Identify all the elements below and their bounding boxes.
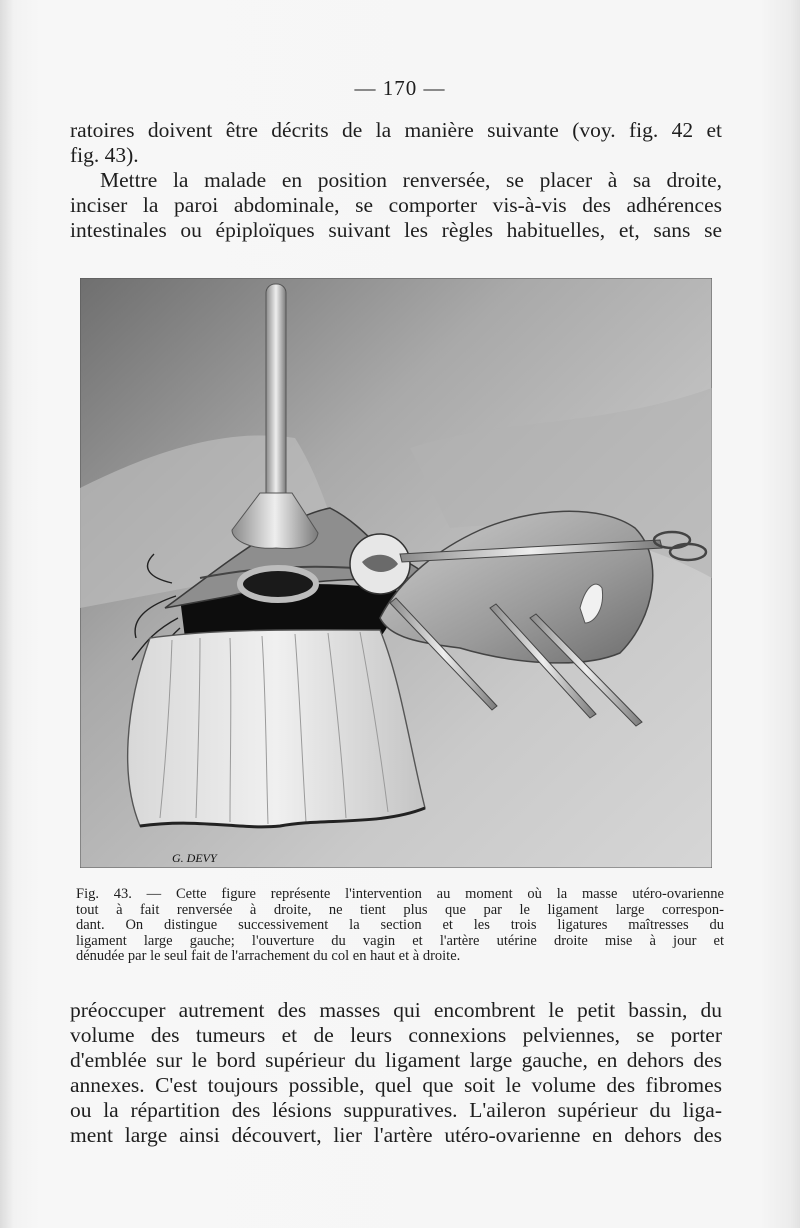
text-line: ou la répartition des lésions suppuratives. L'aileron supérieur du liga- [70, 1098, 722, 1122]
vaginal-opening [240, 568, 316, 600]
text-line: volume des tumeurs et de leurs connexions pelviennes, se porter [70, 1023, 722, 1047]
text-line: annexes. C'est toujours possible, quel que soit le volume des fibromes [70, 1073, 722, 1097]
surgical-illustration [80, 278, 712, 868]
text-line: fig. 43). [70, 143, 139, 167]
caption-line: ligament large gauche; l'ouverture du vagin et l'artère utérine droite mise à jour et [76, 933, 724, 949]
text-line: ratoires doivent être décrits de la manière suivante (voy. fig. 42 et [70, 118, 722, 142]
figure-caption [76, 887, 724, 965]
caption-line: dénudée par le seul fait de l'arrachement du col en haut et à droite. [76, 949, 461, 964]
text-line: Mettre la malade en position renversée, se placer à sa droite, [100, 168, 722, 192]
page-number: — 170 — [354, 76, 446, 100]
caption-line: tout à fait renversée à droite, ne tient plus que par le ligament large correspon- [76, 902, 724, 918]
bottom-paragraph [70, 998, 722, 1148]
text-line: d'emblée sur le bord supérieur du ligament large gauche, en dehors des [70, 1048, 722, 1072]
illustrator-signature: G. DEVY [172, 851, 217, 865]
text-line: préoccuper autrement des masses qui encombrent le petit bassin, du [70, 998, 722, 1022]
text-line: intestinales ou épiploïques suivant les règles habituelles, et, sans se [70, 218, 722, 242]
caption-line: dant. On distingue successivement la section et les trois ligatures maîtresses du [76, 918, 724, 933]
surgical-drape [128, 630, 425, 827]
top-paragraph [70, 118, 722, 243]
caption-line: Fig. 43. — Cette figure représente l'intervention au moment où la masse utéro-ovarienne [76, 887, 724, 902]
text-line: ment large ainsi découvert, lier l'artère utéro-ovarienne en dehors des [70, 1123, 722, 1147]
text-line: inciser la paroi abdominale, se comporter vis-à-vis des adhérences [70, 193, 722, 217]
